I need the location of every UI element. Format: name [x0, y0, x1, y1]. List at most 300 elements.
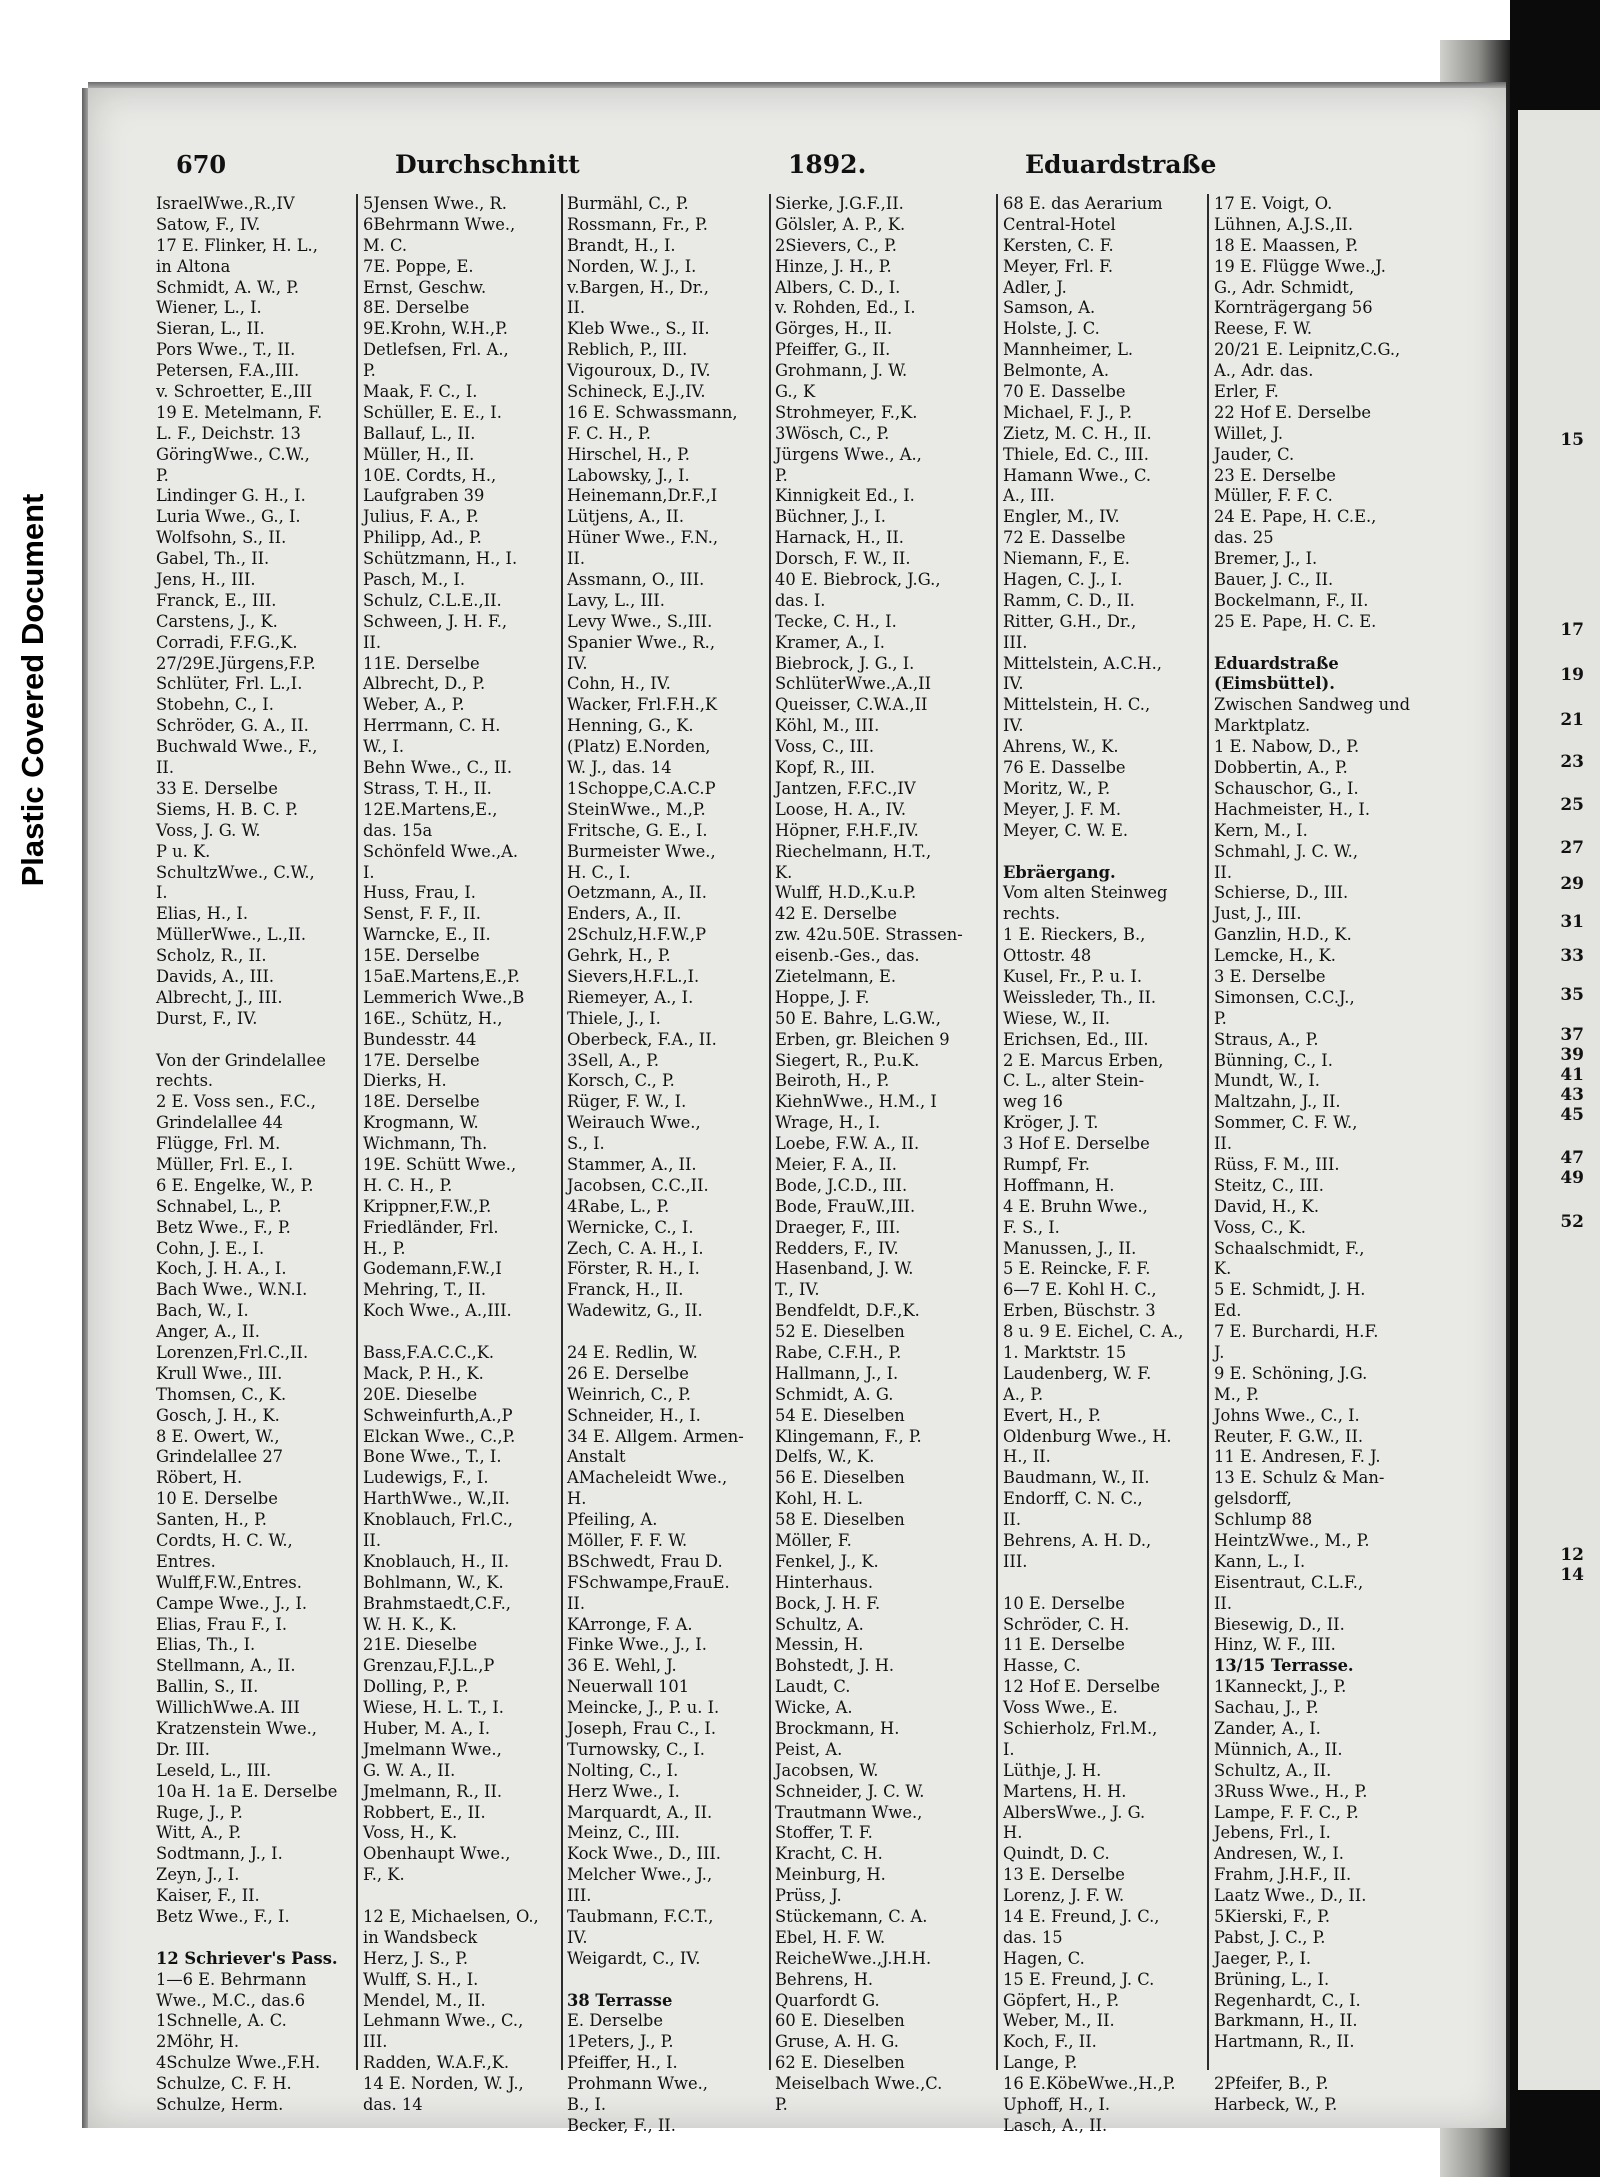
directory-line: Queisser, C.W.A.,II [775, 695, 928, 715]
directory-line: Wadewitz, G., II. [567, 1301, 703, 1321]
directory-line: Thomsen, C., K. [156, 1384, 287, 1404]
directory-line: Wicke, A. [775, 1698, 853, 1718]
directory-line: Barkmann, H., II. [1214, 2011, 1358, 2031]
directory-line: Godemann,F.W.,I [363, 1259, 502, 1279]
directory-line: in Altona [156, 256, 231, 276]
directory-line: Krogmann, W. [363, 1113, 479, 1133]
directory-line: Meyer, Frl. F. [1003, 256, 1114, 276]
directory-line: 12 Hof E. Derselbe [1003, 1677, 1161, 1697]
directory-line: Meincke, J., P. u. I. [567, 1698, 720, 1718]
directory-line: Gölsler, A. P., K. [775, 214, 906, 234]
directory-line: 3 Hof E. Derselbe [1003, 1134, 1150, 1154]
directory-line: IV. [1003, 716, 1024, 736]
street-heading: Eduardstraße [1025, 150, 1217, 179]
directory-line: Jmelmann, R., II. [363, 1781, 503, 1801]
directory-line: 14 E. Freund, J. C., [1003, 1907, 1160, 1927]
directory-line: 17E. Derselbe [363, 1050, 480, 1070]
directory-line: Pfeiffer, G., II. [775, 340, 891, 360]
directory-line: Münnich, A., II. [1214, 1739, 1343, 1759]
page-number: 670 [176, 150, 227, 179]
directory-line: Thiele, Ed. C., III. [1003, 444, 1149, 464]
directory-line: II. [567, 298, 586, 318]
directory-line [1003, 842, 1217, 863]
next-page-number: 49 [1560, 1168, 1584, 1188]
directory-line: K. [775, 862, 793, 882]
directory-line: Schulze, C. F. H. [156, 2074, 292, 2094]
directory-line: II. [567, 1593, 586, 1613]
directory-line: Möller, F. F. W. [567, 1531, 688, 1550]
directory-line: Just, J., III. [1214, 904, 1302, 924]
directory-line: Hamann Wwe., C. [1003, 465, 1152, 485]
directory-line: Ed. [1214, 1301, 1242, 1321]
directory-line: H. [567, 1489, 587, 1509]
directory-line: Kopf, R., III. [775, 758, 876, 778]
directory-line: BSchwedt, Frau D. [567, 1551, 723, 1571]
directory-line: Dobbertin, A., P. [1214, 758, 1348, 778]
directory-line: Erben, gr. Bleichen 9 [775, 1029, 950, 1049]
next-page-number: 52 [1560, 1212, 1584, 1232]
directory-line: das. I. [775, 590, 826, 610]
directory-line: L. F., Deichstr. 13 [156, 423, 301, 443]
directory-line: Gabel, Th., II. [156, 549, 270, 569]
directory-line: 8 u. 9 E. Eichel, C. A., [1003, 1322, 1184, 1342]
directory-line: Knoblauch, H., II. [363, 1551, 509, 1571]
directory-line: 9E.Krohn, W.H.,P. [363, 319, 508, 339]
directory-line: Ramm, C. D., II. [1003, 590, 1135, 610]
directory-line: 24 E. Pape, H. C.E., [1214, 507, 1377, 527]
directory-line: 3Sell, A., P. [567, 1050, 660, 1070]
directory-line: Koch, F., II. [1003, 2032, 1097, 2052]
directory-line: Mannheimer, L. [1003, 340, 1134, 360]
directory-line: Behrens, A. H. D., [1003, 1531, 1152, 1550]
directory-line: Martens, H. H. [1003, 1781, 1127, 1801]
directory-line: Weissleder, Th., II. [1003, 987, 1157, 1007]
directory-line: Bünning, C., I. [1214, 1050, 1333, 1070]
directory-line: 10a H. 1a E. Derselbe [156, 1781, 338, 1801]
directory-line: Kaiser, F., II. [156, 1886, 260, 1906]
directory-line: 1 E. Nabow, D., P. [1214, 737, 1360, 757]
next-page-number: 19 [1560, 665, 1584, 685]
directory-line: Weirauch Wwe., [567, 1113, 701, 1133]
next-page-number: 45 [1560, 1105, 1584, 1125]
directory-line: Detlefsen, Frl. A., [363, 340, 509, 360]
directory-line: Satow, F., IV. [156, 214, 261, 234]
directory-line: H. [1003, 1823, 1023, 1843]
directory-line: Sommer, C. F. W., [1214, 1113, 1358, 1133]
directory-line: Burmähl, C., P. [567, 194, 689, 213]
directory-line: Lange, P. [1003, 2053, 1078, 2073]
directory-line: Taubmann, F.C.T., [567, 1907, 714, 1927]
directory-line: Schmidt, A. G. [775, 1384, 894, 1404]
directory-line: 26 E. Derselbe [567, 1363, 689, 1383]
directory-line: 8E. Derselbe [363, 298, 470, 318]
directory-line: Moritz, W., P. [1003, 778, 1111, 798]
directory-line: Hasenband, J. W. [775, 1259, 914, 1279]
directory-line: Bach Wwe., W.N.I. [156, 1280, 308, 1300]
directory-line: Franck, H., II. [567, 1280, 684, 1300]
directory-line: Bohstedt, J. H. [775, 1656, 895, 1676]
directory-line: Ruge, J., P. [156, 1802, 243, 1822]
directory-line: Brockmann, H. [775, 1719, 900, 1739]
next-page-number: 23 [1560, 752, 1584, 772]
next-page-number: 31 [1560, 912, 1584, 932]
directory-line: Brüning, L., I. [1214, 1969, 1330, 1989]
next-page-number: 35 [1560, 985, 1584, 1005]
directory-line [363, 1886, 559, 1907]
directory-line: 16 E. Schwassmann, [567, 402, 738, 422]
directory-line: Riechelmann, H.T., [775, 841, 932, 861]
directory-line: Ballauf, L., II. [363, 423, 476, 443]
directory-line: Schulze, Herm. [156, 2095, 284, 2115]
directory-line: 12 Schriever's Pass. [156, 1948, 338, 1968]
directory-line: Messin, H. [775, 1635, 864, 1655]
directory-line: Leseld, L., III. [156, 1760, 272, 1780]
directory-line: 4Schulze Wwe.,F.H. [156, 2053, 321, 2073]
directory-line: I. [156, 883, 168, 903]
directory-line: III. [363, 2032, 388, 2052]
directory-line: rechts. [156, 1071, 214, 1091]
directory-line: 7E. Poppe, E. [363, 256, 474, 276]
directory-line: Vom alten Steinweg [1003, 883, 1168, 903]
directory-line: Maltzahn, J., II. [1214, 1092, 1341, 1112]
directory-line: Bode, FrauW.,III. [775, 1196, 916, 1216]
directory-line: weg 16 [1003, 1092, 1063, 1112]
directory-line: Bode, J.C.D., III. [775, 1175, 908, 1195]
directory-line: Wernicke, C., I. [567, 1217, 694, 1237]
directory-line: Huss, Frau, I. [363, 883, 476, 903]
directory-line: P. [775, 465, 788, 485]
directory-line: Hirschel, H., P. [567, 444, 690, 464]
directory-line: Klingemann, F., P. [775, 1426, 922, 1446]
directory-line: Hachmeister, H., I. [1214, 799, 1370, 819]
directory-line: Förster, R. H., I. [567, 1259, 700, 1279]
next-page-edge [1518, 110, 1600, 2090]
directory-line: Siems, H. B. C. P. [156, 799, 299, 819]
directory-line: Bremer, J., I. [1214, 549, 1318, 569]
directory-line: Strass, T. H., II. [363, 778, 492, 798]
directory-line: Gruse, A. H. G. [775, 2032, 899, 2052]
directory-line: 15E. Derselbe [363, 946, 480, 966]
directory-line: E. Derselbe [567, 2011, 663, 2031]
directory-line: 6—7 E. Kohl H. C., [1003, 1280, 1157, 1300]
directory-line: Fritsche, G. E., I. [567, 820, 708, 840]
directory-line: Senst, F. F., II. [363, 904, 481, 924]
directory-line: Schneider, J. C. W. [775, 1781, 925, 1801]
directory-line: III. [1003, 1551, 1028, 1571]
directory-line: Kusel, Fr., P. u. I. [1003, 966, 1143, 986]
directory-line: Grindelallee 44 [156, 1113, 284, 1133]
directory-line: Meier, F. A., II. [775, 1154, 897, 1174]
directory-line: Wulff, H.D.,K.u.P. [775, 883, 917, 903]
directory-line: Rüger, F. W., I. [567, 1092, 687, 1112]
directory-line: II. [1003, 1510, 1022, 1530]
directory-line: Schnabel, L., P. [156, 1196, 282, 1216]
directory-line: Bundesstr. 44 [363, 1029, 477, 1049]
directory-line: Eduardstraße [1214, 653, 1339, 673]
directory-line: II. [363, 632, 382, 652]
directory-line: Elias, Frau F., I. [156, 1614, 288, 1634]
directory-line: Pfeiffer, H., I. [567, 2053, 678, 2073]
directory-line: WillichWwe.A. III [156, 1698, 300, 1718]
directory-line: Sievers,H.F.L.,I. [567, 966, 700, 986]
directory-line: Levy Wwe., S.,III. [567, 611, 713, 631]
directory-line: 20/21 E. Leipnitz,C.G., [1214, 340, 1401, 360]
directory-line: SteinWwe., M.,P. [567, 799, 706, 819]
directory-line: II. [1214, 1593, 1233, 1613]
directory-line: Scholz, R., II. [156, 946, 267, 966]
directory-line: Beiroth, H., P. [775, 1071, 890, 1091]
directory-line: 14 E. Norden, W. J., [363, 2074, 524, 2094]
directory-line: 21E. Dieselbe [363, 1635, 478, 1655]
directory-line: Ebel, H. F. W. [775, 1927, 886, 1947]
directory-line: Laudenberg, W. F. [1003, 1363, 1152, 1383]
next-page-number: 37 [1560, 1025, 1584, 1045]
directory-line: Obenhaupt Wwe., [363, 1844, 511, 1864]
directory-line: v.Bargen, H., Dr., [567, 277, 709, 297]
directory-line: 2 E. Voss sen., F.C., [156, 1092, 316, 1112]
directory-line: S., I. [567, 1134, 605, 1154]
directory-line: Robbert, E., II. [363, 1802, 486, 1822]
directory-line: 23 E. Derselbe [1214, 465, 1336, 485]
directory-line: das. 15 [1003, 1927, 1063, 1947]
directory-line: 33 E. Derselbe [156, 778, 278, 798]
directory-line: Schultz, A. [775, 1614, 864, 1634]
directory-line: Tecke, C. H., I. [775, 611, 897, 631]
directory-line: Hagen, C. J., I. [1003, 570, 1123, 590]
overlay-label [8, 410, 58, 970]
directory-line: Cordts, H. C. W., [156, 1531, 293, 1550]
running-title: Durchschnitt [395, 150, 580, 179]
directory-line: Lorenz, J. F. W. [1003, 1886, 1125, 1906]
directory-line: 13/15 Terrasse. [1214, 1656, 1354, 1676]
directory-line: FSchwampe,FrauE. [567, 1572, 730, 1592]
directory-line: SchlüterWwe.,A.,II [775, 674, 932, 694]
directory-line: 18E. Derselbe [363, 1092, 480, 1112]
directory-line: Siegert, R., P.u.K. [775, 1050, 920, 1070]
directory-line: Müller, F. F. C. [1214, 486, 1333, 506]
directory-line: Bockelmann, F., II. [1214, 590, 1369, 610]
next-page-number: 47 [1560, 1148, 1584, 1168]
directory-line: II. [363, 1531, 382, 1550]
directory-line: Zander, A., I. [1214, 1719, 1321, 1739]
directory-line: 34 E. Allgem. Armen- [567, 1426, 744, 1446]
directory-line: 1. Marktstr. 15 [1003, 1342, 1127, 1362]
directory-line: Erler, F. [1214, 382, 1279, 402]
directory-line: Assmann, O., III. [567, 570, 705, 590]
directory-line: Lemcke, H., K. [1214, 946, 1336, 966]
directory-line: Loebe, F.W. A., II. [775, 1134, 920, 1154]
directory-line: Stammer, A., II. [567, 1154, 697, 1174]
directory-line: Kracht, C. H. [775, 1844, 883, 1864]
directory-line: II. [567, 549, 586, 569]
directory-line: Schützmann, H., I. [363, 549, 518, 569]
column-rule [1207, 194, 1209, 2070]
directory-line: 5Kierski, F., P. [1214, 1907, 1331, 1927]
directory-line: Anstalt [567, 1447, 626, 1467]
directory-line: A., Adr. das. [1214, 361, 1314, 381]
directory-line: Elias, Th., I. [156, 1635, 256, 1655]
directory-line: Sodtmann, J., I. [156, 1844, 283, 1864]
directory-line: Stückemann, C. A. [775, 1907, 928, 1927]
directory-line: Simonsen, C.C.J., [1214, 987, 1355, 1007]
directory-line: III. [567, 1886, 592, 1906]
directory-line: 1—6 E. Behrmann [156, 1969, 307, 1989]
directory-line: 10E. Cordts, H., [363, 465, 497, 485]
directory-line: Weber, M., II. [1003, 2011, 1115, 2031]
directory-line: H., II. [1003, 1447, 1051, 1467]
directory-line: Behn Wwe., C., II. [363, 758, 513, 778]
directory-line: Schröder, C. H. [1003, 1614, 1130, 1634]
directory-line: Weber, A., P. [363, 695, 465, 715]
directory-line: SchultzWwe., C.W., [156, 862, 315, 882]
directory-line: I. [1003, 1739, 1015, 1759]
directory-line: 40 E. Biebrock, J.G., [775, 570, 941, 590]
directory-line: 20E. Dieselbe [363, 1384, 478, 1404]
year: 1892. [788, 150, 867, 179]
directory-line: Kohl, H. L. [775, 1489, 864, 1509]
directory-line: G., K [775, 382, 816, 402]
directory-line: Schmidt, A. W., P. [156, 277, 300, 297]
directory-line: Schween, J. H. F., [363, 611, 508, 631]
directory-line: David, H., K. [1214, 1196, 1320, 1216]
directory-line: Wolfsohn, S., II. [156, 528, 287, 548]
directory-line: Durst, F., IV. [156, 1008, 258, 1028]
directory-line: Witt, A., P. [156, 1823, 242, 1843]
directory-line: A., P. [1003, 1384, 1044, 1404]
directory-line: Reblich, P., III. [567, 340, 688, 360]
directory-line: Lühnen, A.J.S.,II. [1214, 214, 1354, 234]
directory-line: 10 E. Derselbe [1003, 1593, 1125, 1613]
directory-line: Zwischen Sandweg und [1214, 695, 1411, 715]
directory-line: Jebens, Frl., I. [1214, 1823, 1331, 1843]
directory-line: II. [156, 758, 175, 778]
directory-line: Müller, Frl. E., I. [156, 1154, 294, 1174]
directory-line: Röbert, H. [156, 1468, 243, 1488]
directory-line: 52 E. Dieselben [775, 1322, 905, 1342]
directory-line: H., P. [363, 1238, 406, 1258]
directory-line: Johns Wwe., C., I. [1214, 1405, 1360, 1425]
directory-line: Jmelmann Wwe., [363, 1739, 502, 1759]
directory-line: Hoffmann, H. [1003, 1175, 1115, 1195]
directory-line: 2 E. Marcus Erben, [1003, 1050, 1164, 1070]
directory-line: Reuter, F. G.W., II. [1214, 1426, 1364, 1446]
directory-line: W., I. [363, 737, 405, 757]
directory-line: Herz, J. S., P. [363, 1948, 469, 1968]
directory-line: Willet, J. [1214, 423, 1284, 443]
directory-line: Hartmann, R., II. [1214, 2032, 1355, 2052]
directory-line: Becker, F., II. [567, 2115, 676, 2135]
directory-line: Jacobsen, C.C.,II. [567, 1175, 709, 1195]
directory-line: 4Rabe, L., P. [567, 1196, 670, 1216]
directory-line: Uphoff, H., I. [1003, 2095, 1111, 2115]
directory-line: ReicheWwe.,J.H.H. [775, 1948, 932, 1968]
next-page-number: 14 [1560, 1565, 1584, 1585]
directory-line: Melcher Wwe., J., [567, 1865, 713, 1885]
directory-line: Dr. III. [156, 1739, 210, 1759]
directory-line: Buchwald Wwe., F., [156, 737, 318, 757]
directory-column-2 [363, 194, 559, 2115]
directory-line: Bohlmann, W., K. [363, 1572, 504, 1592]
directory-line: Stellmann, A., II. [156, 1656, 296, 1676]
directory-line: Korsch, C., P. [567, 1071, 675, 1091]
directory-line: II. [1214, 1134, 1233, 1154]
directory-line: Stoffer, T. F. [775, 1823, 873, 1843]
directory-line: 2Schulz,H.F.W.,P [567, 925, 707, 945]
directory-line: 6Behrmann Wwe., [363, 214, 516, 234]
directory-line: J. [1214, 1342, 1225, 1362]
directory-line: zw. 42u.50E. Strassen- [775, 925, 963, 945]
directory-line: Kersten, C. F. [1003, 235, 1114, 255]
directory-line: 60 E. Dieselben [775, 2011, 905, 2031]
directory-line: Petersen, F.A.,III. [156, 361, 300, 381]
directory-line: Wulff, S. H., I. [363, 1969, 479, 1989]
directory-line: rechts. [1003, 904, 1061, 924]
directory-line: Riemeyer, A., I. [567, 987, 694, 1007]
directory-line: P u. K. [156, 841, 211, 861]
directory-line: 11 E. Andresen, F. J. [1214, 1447, 1381, 1467]
directory-line: Büchner, J., I. [775, 507, 886, 527]
directory-line: Jaeger, P., I. [1214, 1948, 1312, 1968]
directory-line: 42 E. Derselbe [775, 904, 897, 924]
next-page-number: 27 [1560, 838, 1584, 858]
directory-line: Dolling, P., P. [363, 1677, 469, 1697]
directory-line: Hoppe, J. F. [775, 987, 870, 1007]
directory-line: Hinz, W. F., III. [1214, 1635, 1336, 1655]
directory-line: Jacobsen, W. [775, 1760, 879, 1780]
directory-line: M. C. [363, 235, 408, 255]
directory-line: Cohn, H., IV. [567, 674, 671, 694]
directory-line [1214, 2053, 1440, 2074]
directory-line: 24 E. Redlin, W. [567, 1342, 698, 1362]
directory-line: Voss, J. G. W. [156, 820, 261, 840]
directory-line: Carstens, J., K. [156, 611, 278, 631]
directory-line: Dierks, H. [363, 1071, 447, 1091]
directory-line: 19E. Schütt Wwe., [363, 1154, 517, 1174]
directory-line: das. 15a [363, 820, 433, 840]
directory-line: Grenzau,F.J.L.,P [363, 1656, 495, 1676]
directory-line: 1Peters, J., P. [567, 2032, 674, 2052]
directory-line: KiehnWwe., H.M., I [775, 1092, 937, 1112]
directory-line: Mittelstein, H. C., [1003, 695, 1151, 715]
directory-line: 10 E. Derselbe [156, 1489, 278, 1509]
directory-column-4 [775, 194, 992, 2115]
directory-line: Ganzlin, H.D., K. [1214, 925, 1352, 945]
directory-line: Enders, A., II. [567, 904, 682, 924]
directory-line: Von der Grindelallee [156, 1050, 326, 1070]
directory-line: Wiese, W., II. [1003, 1008, 1111, 1028]
directory-line: Schneider, H., I. [567, 1405, 701, 1425]
directory-line: Möller, F. [775, 1531, 852, 1550]
directory-line: Fenkel, J., K. [775, 1551, 879, 1571]
directory-line: 58 E. Dieselben [775, 1510, 905, 1530]
directory-line: MüllerWwe., L.,II. [156, 925, 307, 945]
directory-line: 6 E. Engelke, W., P. [156, 1175, 314, 1195]
directory-line: Schweinfurth,A.,P [363, 1405, 513, 1425]
directory-line: Krull Wwe., III. [156, 1363, 283, 1383]
directory-line: Redders, F., IV. [775, 1238, 899, 1258]
directory-line: 15aE.Martens,E.,P. [363, 966, 520, 986]
directory-line: IV. [1003, 674, 1024, 694]
directory-line: Corradi, F.F.G.,K. [156, 632, 298, 652]
directory-line: HeintzWwe., M., P. [1214, 1531, 1370, 1550]
directory-line: 36 E. Wehl, J. [567, 1656, 677, 1676]
directory-line: 16 E.KöbeWwe.,H.,P. [1003, 2074, 1176, 2094]
directory-line: Wiener, L., I. [156, 298, 262, 318]
directory-line: 13 E. Schulz & Man- [1214, 1468, 1385, 1488]
directory-line: Kleb Wwe., S., II. [567, 319, 710, 339]
directory-line: Sieran, L., II. [156, 319, 265, 339]
directory-line: 25 E. Pape, H. C. E. [1214, 611, 1377, 631]
